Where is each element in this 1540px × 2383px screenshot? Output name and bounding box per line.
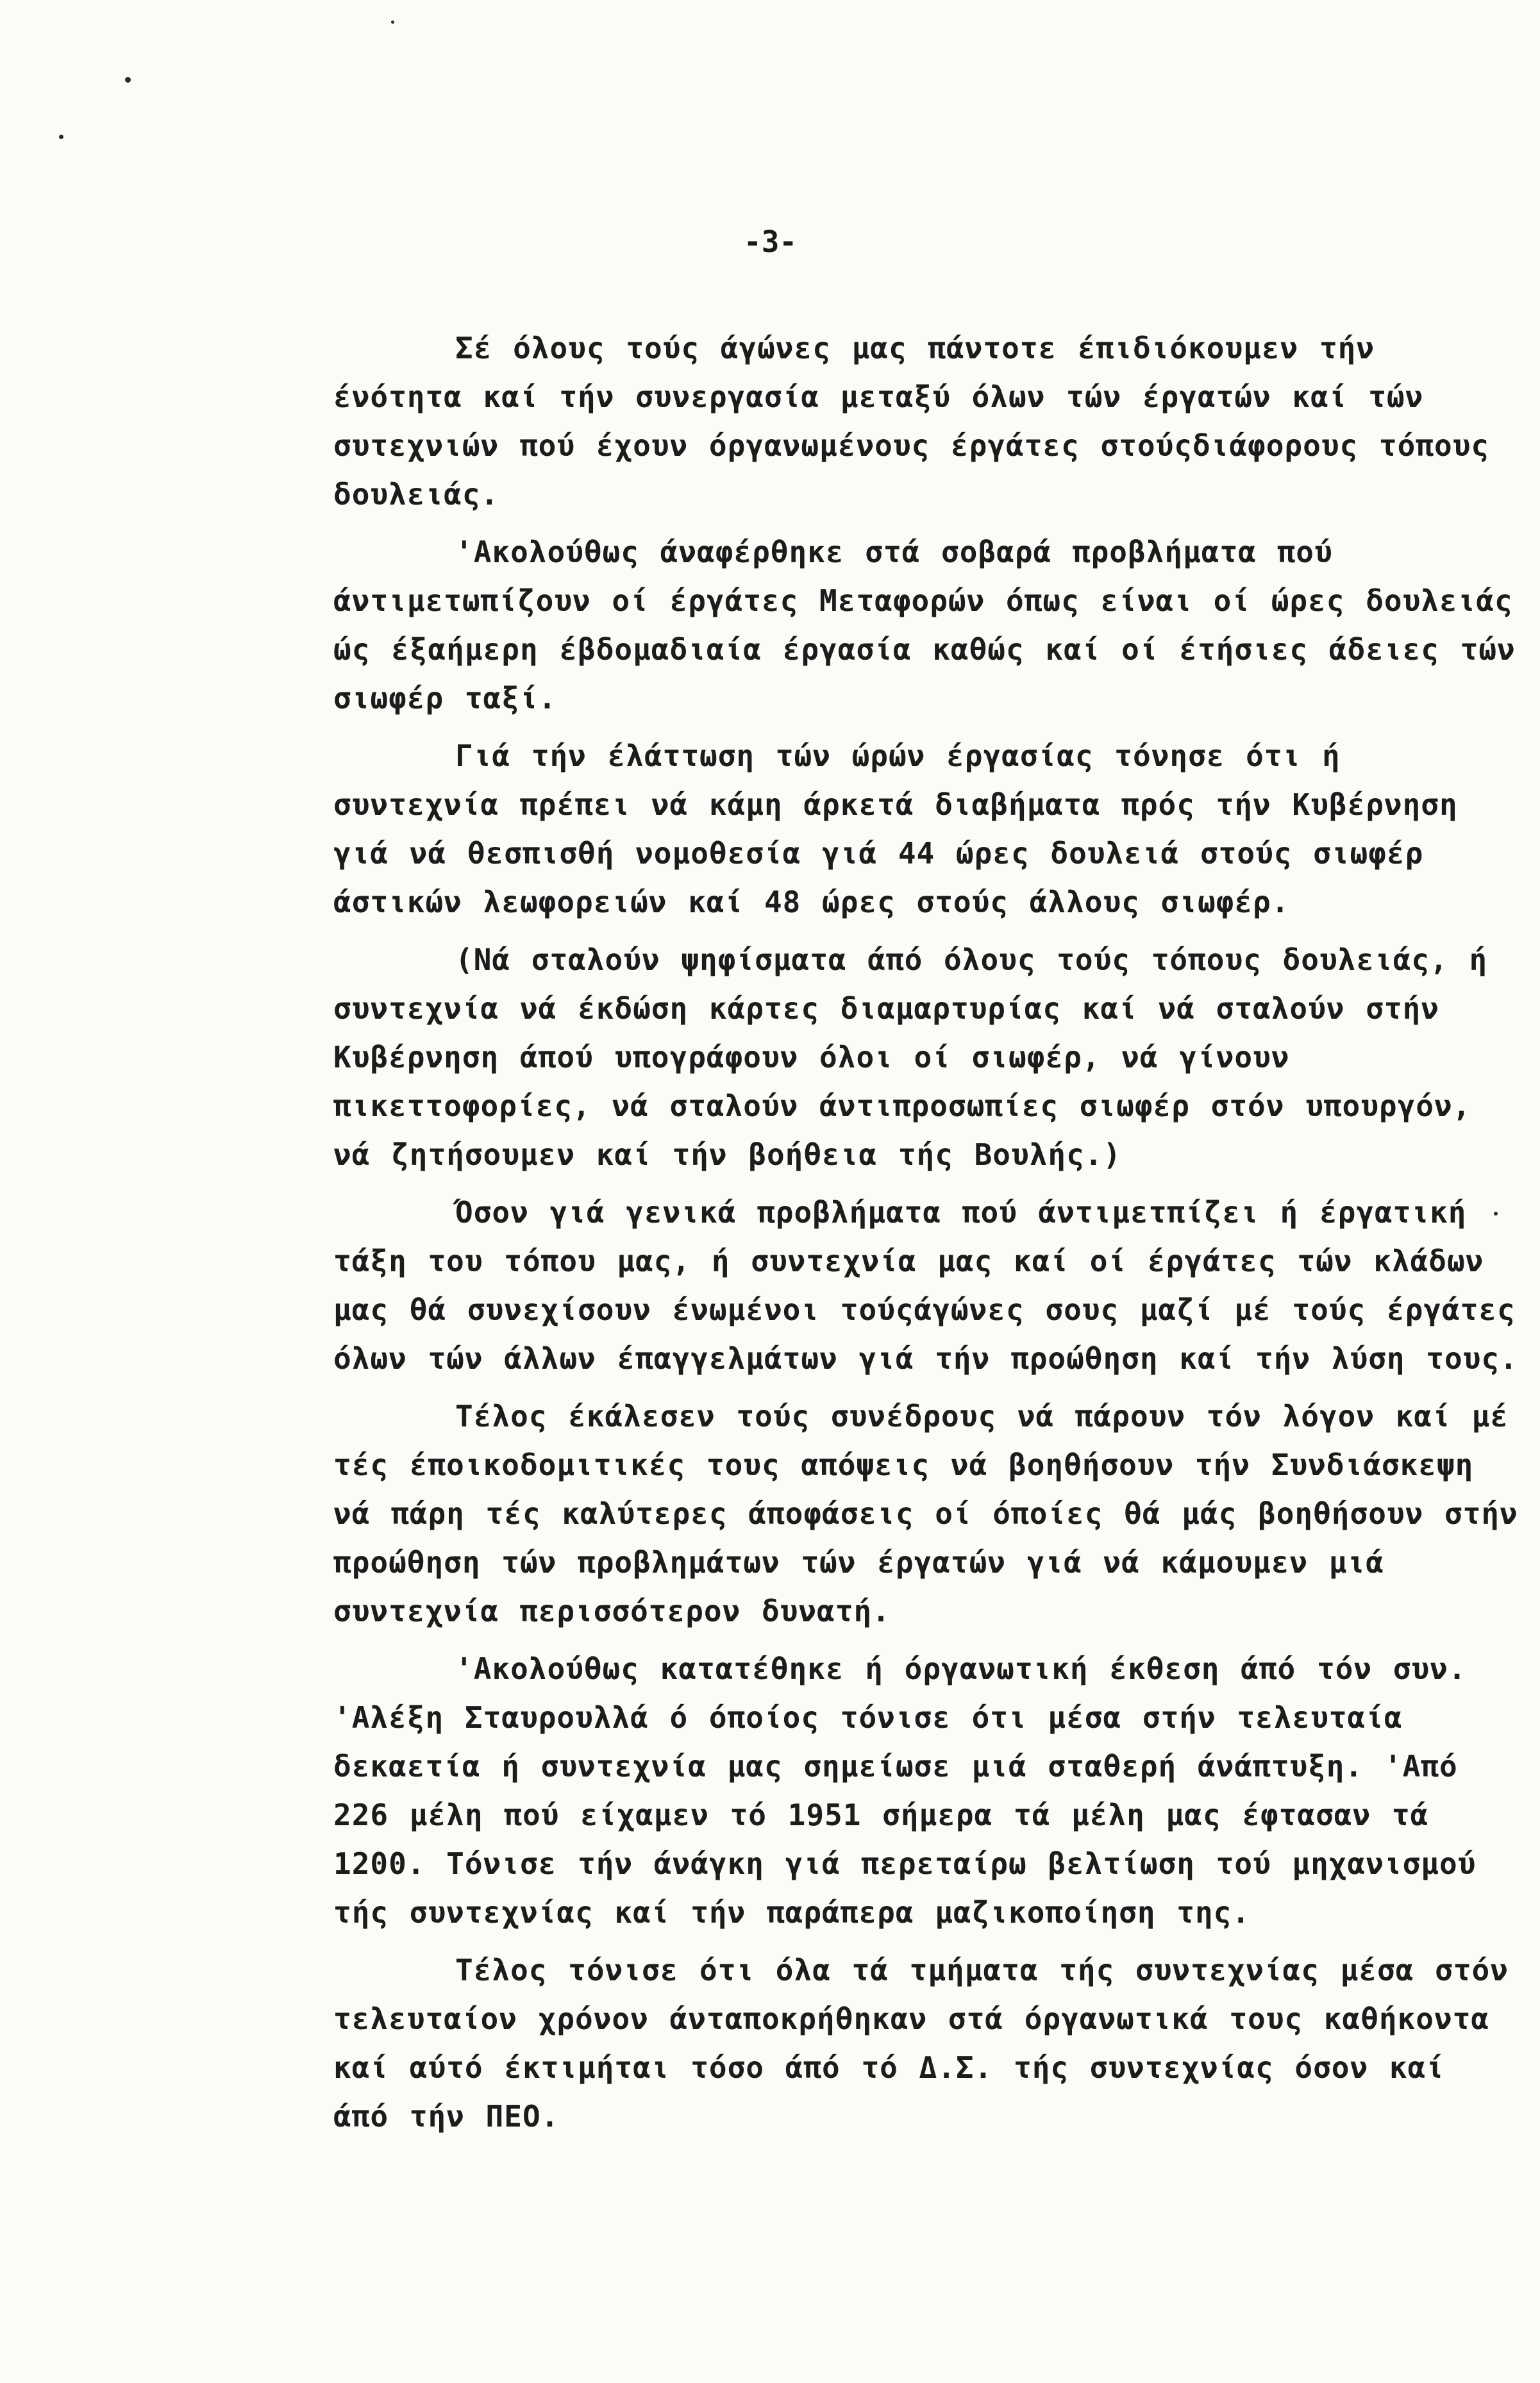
- scan-speck: [125, 77, 131, 83]
- paragraph-transport-problems: 'Ακολούθως άναφέρθηκε στά σοβαρά προβλήματα πού άντιμετωπίζουν οί έργάτες Μεταφορών όπως είναι οί ώρες δουλειάς ώς έξαήμερη έβδομαδιαία έργασία καθώς καί οί έτήσιες άδειες τών σιωφέρ ταξί.: [333, 535, 1516, 715]
- paragraph-working-hours: Γιά τήν έλάττωση τών ώρών έργασίας τόνησε ότι ή συντεχνία πρέπει νά κάμη άρκετά διαβήματα πρός τήν Κυβέρνηση γιά νά θεσπισθή νομοθεσία γιά 44 ώρες δουλειά στούς σιωφέρ άστικών λεωφορειών καί 48 ώρες στούς άλλους σιωφέρ.: [333, 739, 1458, 919]
- paragraph-closing: Τέλος τόνισε ότι όλα τά τμήματα τής συντεχνίας μέσα στόν τελευταίον χρόνον άνταποκρήθηκαν στά όργανωτικά τους καθήκοντα καί αύτό έκτιμήται τόσο άπό τό Δ.Σ. τής συντεχνίας όσον καί άπό τήν ΠΕΟ.: [333, 1953, 1509, 2134]
- paragraph-call-to-delegates: Τέλος έκάλεσεν τούς συνέδρους νά πάρουν τόν λόγον καί μέ τές έποικοδομιτικές τους απόψεις νά βοηθήσουν τήν Συνδιάσκεψη νά πάρη τές καλύτερες άποφάσεις οί όποίες θά μάς βοηθήσουν στήν προώθηση τών προβλημάτων τών έργατών γιά νά κάμουμεν μιά συντεχνία περισσότερον δυνατή.: [333, 1399, 1518, 1628]
- paragraph-organizational-report: 'Ακολούθως κατατέθηκε ή όργανωτική έκθεση άπό τόν συν. 'Αλέξη Σταυρουλλά ό όποίος τόνισε ότι μέσα στήν τελευταία δεκαετία ή συντεχνία μας σημείωσε μιά σταθερή άνάπτυξη. 'Από 226 μέλη πού είχαμεν τό 1951 σήμερα τά μέλη μας έφτασαν τά 1200. Τόνισε τήν άνάγκη γιά περεταίρω βελτίωση τού μηχανισμού τής συντεχνίας καί τήν παράπερα μαζικοποίηση της.: [333, 1651, 1477, 1930]
- paragraph-unity: Σέ όλους τούς άγώνες μας πάντοτε έπιδιόκουμεν τήν ένότητα καί τήν συνεργασία μεταξύ όλων τών έργατών καί τών συτεχνιών πού έχουν όργανωμένους έργάτες στούςδιάφορους τόπους δουλειάς.: [333, 331, 1490, 512]
- paragraph-general-problems: Όσον γιά γενικά προβλήματα πού άντιμετπίζει ή έργατική τάξη του τόπου μας, ή συντεχνία μας καί οί έργάτες τών κλάδων μας θά συνεχίσουν ένωμένοι τούςάγώνες σους μαζί μέ τούς έργάτες όλων τών άλλων έπαγγελμάτων γιά τήν προώθηση καί τήν λύση τους.: [333, 1195, 1518, 1376]
- scan-speck: [391, 21, 394, 24]
- page-number: -3-: [744, 224, 798, 259]
- scan-speck: [1494, 1212, 1498, 1216]
- scan-speck: [59, 135, 63, 139]
- paragraph-protest-actions: (Νά σταλούν ψηφίσματα άπό όλους τούς τόπους δουλειάς, ή συντεχνία νά έκδώση κάρτες διαμαρτυρίας καί νά σταλούν στήν Κυβέρνηση άπού υπογράφουν όλοι οί σιωφέρ, νά γίνουν πικεττοφορίες, νά σταλούν άντιπροσωπίες σιωφέρ στόν υπουργόν, νά ζητήσουμεν καί τήν βοήθεια τής Βουλής.): [333, 942, 1488, 1172]
- document-body: [333, 324, 1519, 2150]
